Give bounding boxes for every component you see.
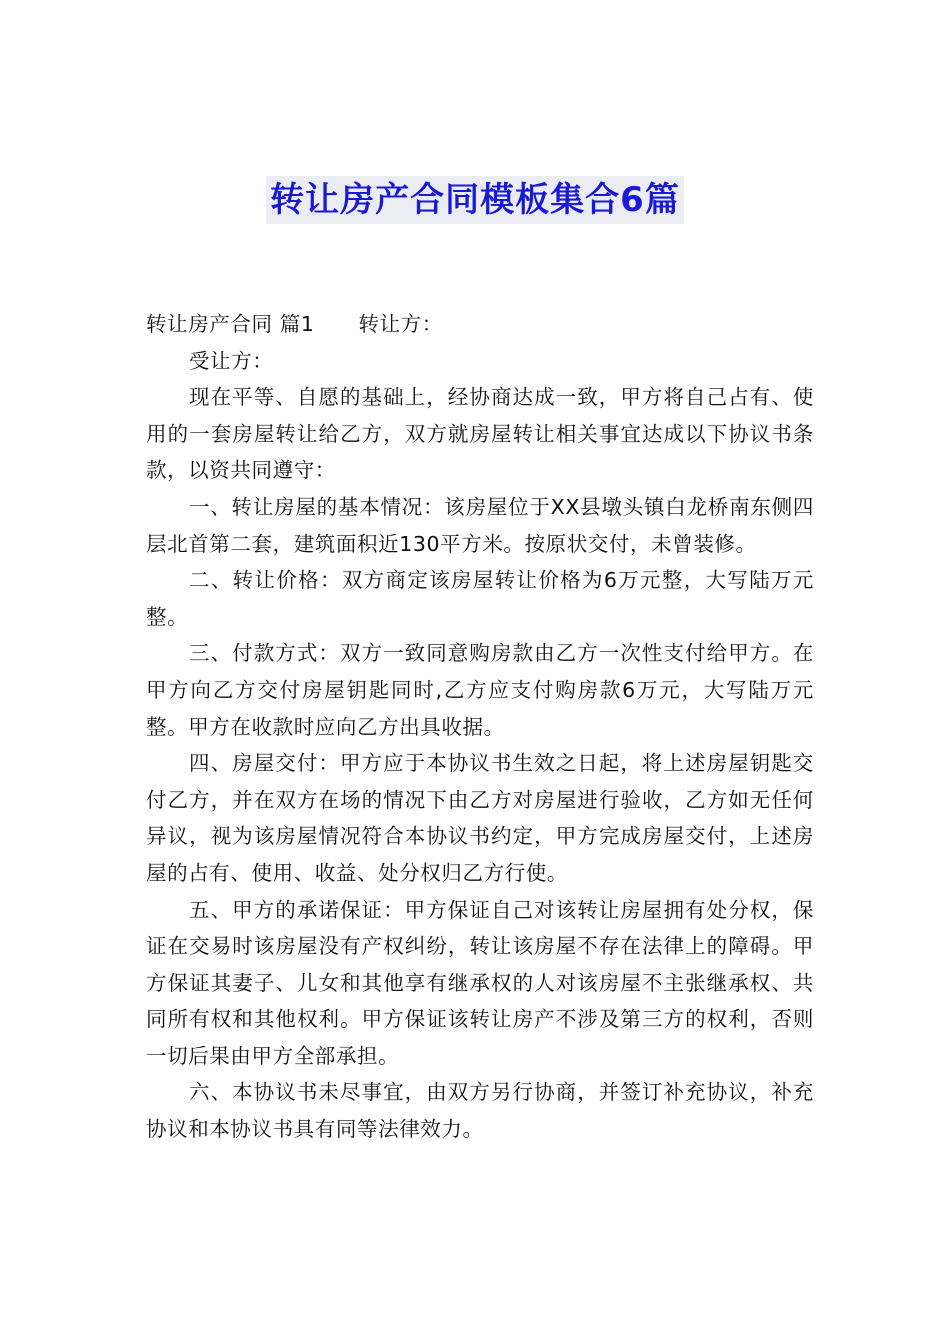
paragraph-clause-3: 三、付款方式：双方一致同意购房款由乙方一次性支付给甲方。在甲方向乙方交付房屋钥匙同时,乙方应支付购房款6万元，大写陆万元整。甲方在收款时应向乙方出具收据。 — [146, 641, 814, 739]
document-title: 转让房产合同模板集合6篇 — [266, 176, 684, 224]
transferor-label: 转让方： — [358, 312, 443, 336]
title-container — [0, 176, 950, 224]
document-body — [146, 306, 814, 1148]
section-heading: 转让房产合同 篇1 — [146, 312, 315, 336]
paragraph-clause-5: 五、甲方的承诺保证：甲方保证自己对该转让房屋拥有处分权，保证在交易时该房屋没有产权纠纷，转让该房屋不存在法律上的障碍。甲方保证其妻子、儿女和其他享有继承权的人对该房屋不主张继承权、共同所有权和其他权利。甲方保证该转让房产不涉及第三方的权利，否则一切后果由甲方全部承担。 — [146, 897, 814, 1068]
paragraph-clause-1: 一、转让房屋的基本情况：该房屋位于XX县墩头镇白龙桥南东侧四层北首第二套，建筑面积近130平方米。按原状交付，未曾装修。 — [146, 494, 814, 556]
paragraph-preamble: 现在平等、自愿的基础上，经协商达成一致，甲方将自己占有、使用的一套房屋转让给乙方，双方就房屋转让相关事宜达成以下协议书条款，以资共同遵守： — [146, 385, 814, 483]
paragraph-clause-6: 六、本协议书未尽事宜，由双方另行协商，并签订补充协议，补充协议和本协议书具有同等法律效力。 — [146, 1080, 814, 1142]
section-heading-line — [146, 306, 814, 343]
paragraph-clause-2: 二、转让价格：双方商定该房屋转让价格为6万元整，大写陆万元整。 — [146, 568, 814, 629]
transferee-label: 受让方： — [189, 348, 274, 373]
paragraph-clause-4: 四、房屋交付：甲方应于本协议书生效之日起，将上述房屋钥匙交付乙方，并在双方在场的情况下由乙方对房屋进行验收，乙方如无任何异议，视为该房屋情况符合本协议书约定，甲方完成房屋交付，上述房屋的占有、使用、收益、处分权归乙方行使。 — [146, 751, 814, 885]
